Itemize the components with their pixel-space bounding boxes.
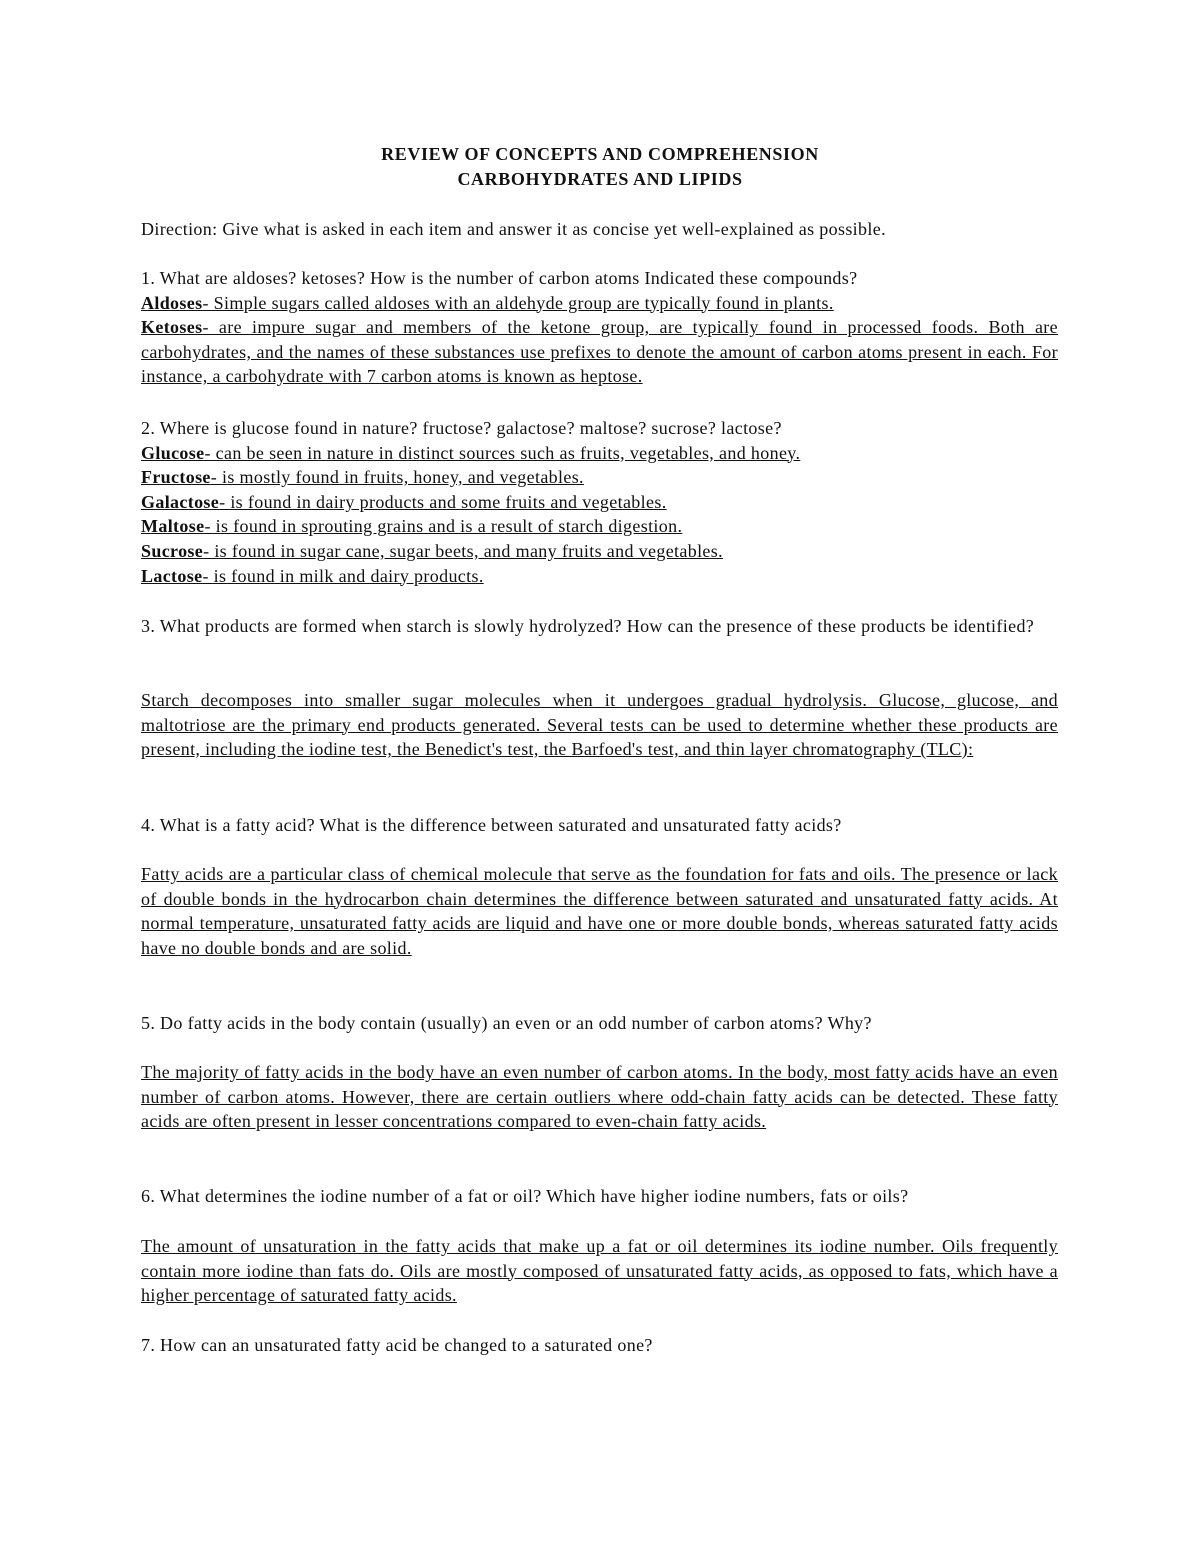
definition: - Simple sugars called aldoses with an aldehyde group are typically found in plants. xyxy=(202,292,834,313)
definition: - can be seen in nature in distinct sources such as fruits, vegetables, and honey. xyxy=(204,442,801,463)
term: Ketoses xyxy=(141,317,203,338)
definition: - is found in sugar cane, sugar beets, and many fruits and vegetables. xyxy=(203,540,723,561)
term: Glucose xyxy=(141,442,205,463)
answer-item xyxy=(141,441,1058,466)
answer-aldoses xyxy=(141,291,1058,316)
term: Sucrose xyxy=(141,540,204,561)
question-text: 1. What are aldoses? ketoses? How is the number of carbon atoms Indicated these compounds? xyxy=(141,268,858,288)
answer-4: Fatty acids are a particular class of chemical molecule that serve as the foundation for fats and oils. The presence or lack of double bonds in the hydrocarbon chain determines the difference between saturated and unsaturated fatty acids. At normal temperature, unsaturated fatty acids are liquid and have one or more double bonds, whereas saturated fatty acids have no double bonds and are solid. xyxy=(141,864,1058,958)
question-5-text: 5. Do fatty acids in the body contain (usually) an even or an odd number of carbon atoms? Why? xyxy=(141,1013,872,1033)
answer-item xyxy=(141,564,1058,589)
definition: - is mostly found in fruits, honey, and vegetables. xyxy=(210,467,584,488)
question-4-text: 4. What is a fatty acid? What is the difference between saturated and unsaturated fatty acids? xyxy=(141,815,842,835)
question-6-text: 6. What determines the iodine number of a fat or oil? Which have higher iodine numbers, fats or oils? xyxy=(141,1186,909,1206)
definition: - is found in sprouting grains and is a result of starch digestion. xyxy=(204,516,683,537)
definition: - is found in milk and dairy products. xyxy=(202,565,484,586)
question-3-text: 3. What products are formed when starch is slowly hydrolyzed? How can the presence of these products be identified? xyxy=(141,616,1035,636)
question-text: 2. Where is glucose found in nature? fructose? galactose? maltose? sucrose? lactose? xyxy=(141,418,782,438)
question-7-text: 7. How can an unsaturated fatty acid be changed to a saturated one? xyxy=(141,1335,653,1355)
direction-text: Direction: Give what is asked in each item and answer it as concise yet well-explained as possible. xyxy=(141,219,886,239)
answer-item xyxy=(141,514,1058,539)
document-title xyxy=(0,142,1200,191)
definition: - are impure sugar and members of the ketone group, are typically found in processed foods. Both are carbohydrates, and the names of these substances use prefixes to denote the amount of carbon atoms present in each. For instance, a carbohydrate with 7 carbon atoms is known as heptose. xyxy=(141,317,1058,387)
answer-item xyxy=(141,465,1058,490)
term: Galactose xyxy=(141,491,220,512)
term: Lactose xyxy=(141,565,203,586)
title-line-1: REVIEW OF CONCEPTS AND COMPREHENSION xyxy=(381,144,819,164)
answer-item xyxy=(141,539,1058,564)
answer-5: The majority of fatty acids in the body have an even number of carbon atoms. In the body, most fatty acids have an even number of carbon atoms. However, there are certain outliers where odd-chain fatty acids can be detected. These fatty acids are often present in lesser concentrations compared to even-chain fatty acids. xyxy=(141,1062,1058,1132)
term: Aldoses xyxy=(141,292,203,313)
title-line-2: CARBOHYDRATES AND LIPIDS xyxy=(457,168,743,189)
question-2 xyxy=(141,416,1058,588)
answer-ketoses xyxy=(141,315,1058,389)
answer-item xyxy=(141,490,1058,515)
term: Maltose xyxy=(141,516,205,537)
term: Fructose xyxy=(141,467,211,488)
answer-6: The amount of unsaturation in the fatty acids that make up a fat or oil determines its iodine number. Oils frequently contain more iodine than fats do. Oils are mostly composed of unsaturated fatty acids, as opposed to fats, which have a higher percentage of saturated fatty acids. xyxy=(141,1236,1058,1306)
definition: - is found in dairy products and some fruits and vegetables. xyxy=(219,491,667,512)
answer-3: Starch decomposes into smaller sugar molecules when it undergoes gradual hydrolysis. Glucose, glucose, and maltotriose are the primary end products generated. Several tests can be used to determine whether these products are present, including the iodine test, the Benedict's test, the Barfoed's test, and thin layer chromatography (TLC): xyxy=(141,690,1058,760)
question-1 xyxy=(141,266,1058,389)
